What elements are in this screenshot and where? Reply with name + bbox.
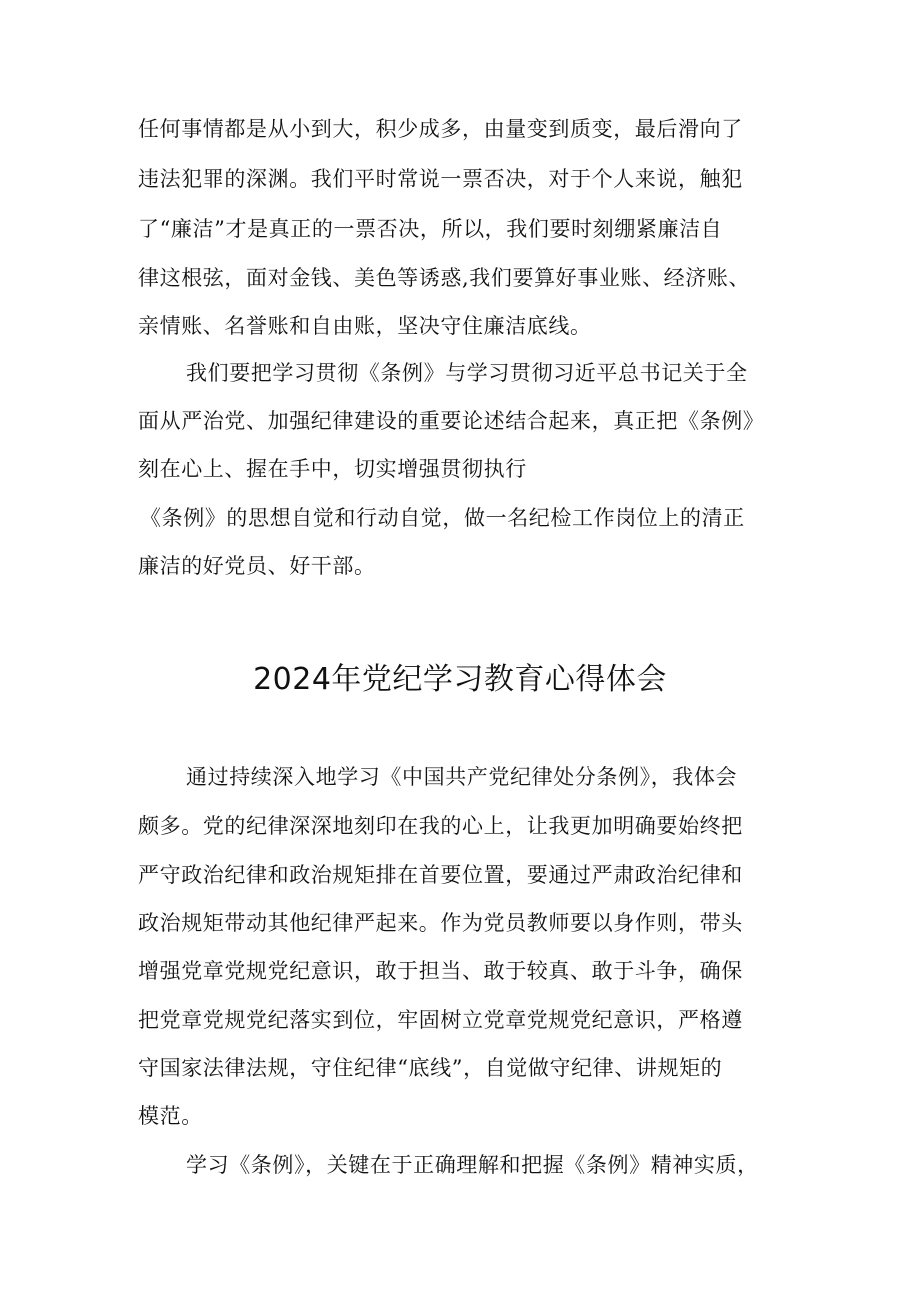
- paragraph-line: 颇多。党的纪律深深地刻印在我的心上，让我更加明确要始终把: [138, 814, 743, 838]
- paragraph-line: 严守政治纪律和政治规矩排在首要位置，要通过严肃政治纪律和: [138, 863, 743, 887]
- page-title: 2024年党纪学习教育心得体会: [253, 662, 667, 697]
- paragraph-line: 违法犯罪的深渊。我们平时常说一票否决，对于个人来说，触犯: [138, 167, 743, 191]
- paragraph-line: 政治规矩带动其他纪律严起来。作为党员教师要以身作则，带头: [138, 911, 743, 935]
- paragraph-line: 面从严治党、加强纪律建设的重要论述结合起来，真正把《条例》: [138, 409, 765, 433]
- paragraph-line: 把党章党规党纪落实到位，牢固树立党章党规党纪意识，严格遵: [138, 1008, 743, 1032]
- paragraph-line: 增强党章党规党纪意识，敢于担当、敢于较真、敢于斗争，确保: [138, 959, 743, 983]
- paragraph-line: 模范。: [138, 1104, 203, 1128]
- paragraph-line: 《条例》的思想自觉和行动自觉，做一名纪检工作岗位上的清正: [140, 506, 745, 530]
- paragraph-line: 亲情账、名誉账和自由账，坚决守住廉洁底线。: [138, 314, 592, 338]
- paragraph-line: 学习《条例》，关键在于正确理解和把握《条例》精神实质，: [186, 1153, 759, 1177]
- paragraph-line: 我们要把学习贯彻《条例》与学习贯彻习近平总书记关于全: [186, 361, 748, 385]
- paragraph-line: 任何事情都是从小到大，积少成多，由量变到质变，最后滑向了: [138, 117, 743, 141]
- paragraph-line: 律这根弦，面对金钱、美色等诱惑,我们要算好事业账、经济账、: [138, 266, 751, 290]
- paragraph-line: 刻在心上、握在手中，切实增强贯彻执行: [138, 457, 527, 481]
- paragraph-line: 了“廉洁”才是真正的一票否决，所以，我们要时刻绷紧廉洁自: [138, 217, 723, 241]
- paragraph-line: 廉洁的好党员、好干部。: [138, 554, 376, 578]
- paragraph-line: 守国家法律法规，守住纪律“底线”，自觉做守纪律、讲规矩的: [138, 1056, 723, 1080]
- paragraph-line: 通过持续深入地学习《中国共产党纪律处分条例》，我体会: [186, 765, 738, 789]
